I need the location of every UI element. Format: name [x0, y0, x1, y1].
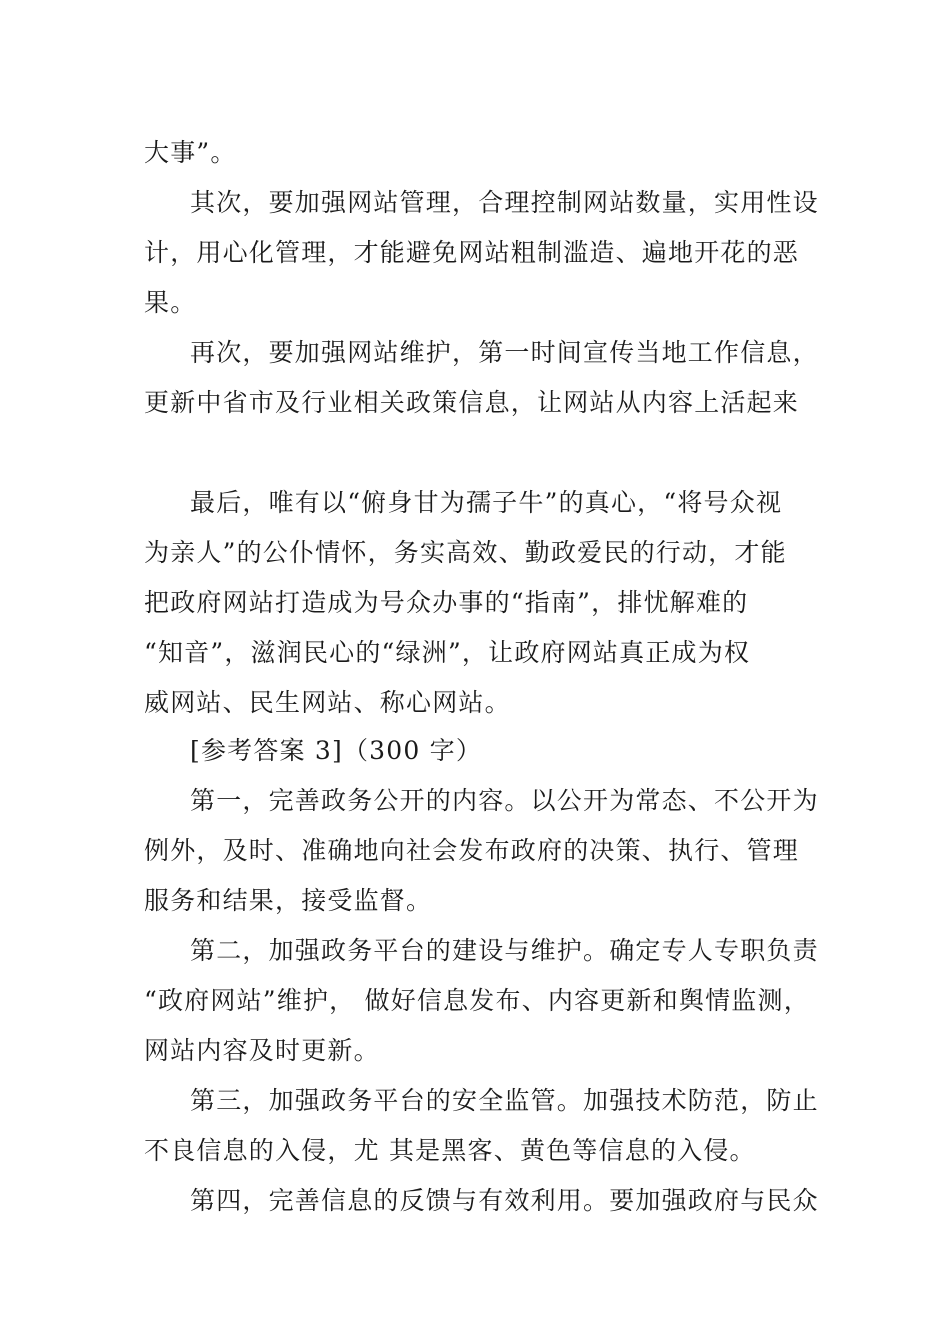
text-line-7: 最后，唯有以“俯身甘为孺子牛”的真心，“将号众视 [190, 488, 783, 517]
text-line-17: “政府网站”维护， 做好信息发布、内容更新和舆情监测， [144, 986, 810, 1015]
text-line-21: 第四，完善信息的反馈与有效利用。要加强政府与民众 [190, 1186, 819, 1215]
text-line-9: 把政府网站打造成为号众办事的“指南”，排忧解难的 [144, 588, 749, 617]
text-line-10: “知音”，滋润民心的“绿洲”，让政府网站真正成为权 [144, 638, 751, 667]
text-line-15: 服务和结果，接受监督。 [144, 886, 433, 915]
section-heading: [参考答案 3]（300 字） [190, 736, 483, 765]
text-line-5: 再次，要加强网站维护，第一时间宣传当地工作信息， [190, 338, 819, 367]
text-line-6: 更新中省市及行业相关政策信息，让网站从内容上活起来 [144, 388, 800, 417]
text-line-20: 不良信息的入侵，尤 其是黑客、黄色等信息的入侵。 [144, 1136, 756, 1165]
text-line-1: 大事”。 [144, 138, 237, 167]
text-line-18: 网站内容及时更新。 [144, 1036, 380, 1065]
text-line-3: 计，用心化管理，才能避免网站粗制滥造、遍地开花的恶 [144, 238, 800, 267]
text-line-4: 果。 [144, 288, 197, 317]
text-line-8: 为亲人”的公仆情怀，务实高效、勤政爱民的行动，才能 [144, 538, 787, 567]
text-line-14: 例外，及时、准确地向社会发布政府的决策、执行、管理 [144, 836, 800, 865]
text-line-16: 第二，加强政务平台的建设与维护。确定专人专职负责 [190, 936, 819, 965]
text-line-2: 其次，要加强网站管理，合理控制网站数量，实用性设 [190, 188, 819, 217]
text-line-11: 威网站、民生网站、称心网站。 [144, 688, 511, 717]
text-line-19: 第三，加强政务平台的安全监管。加强技术防范，防止 [190, 1086, 819, 1115]
text-line-13: 第一，完善政务公开的内容。以公开为常态、不公开为 [190, 786, 819, 815]
